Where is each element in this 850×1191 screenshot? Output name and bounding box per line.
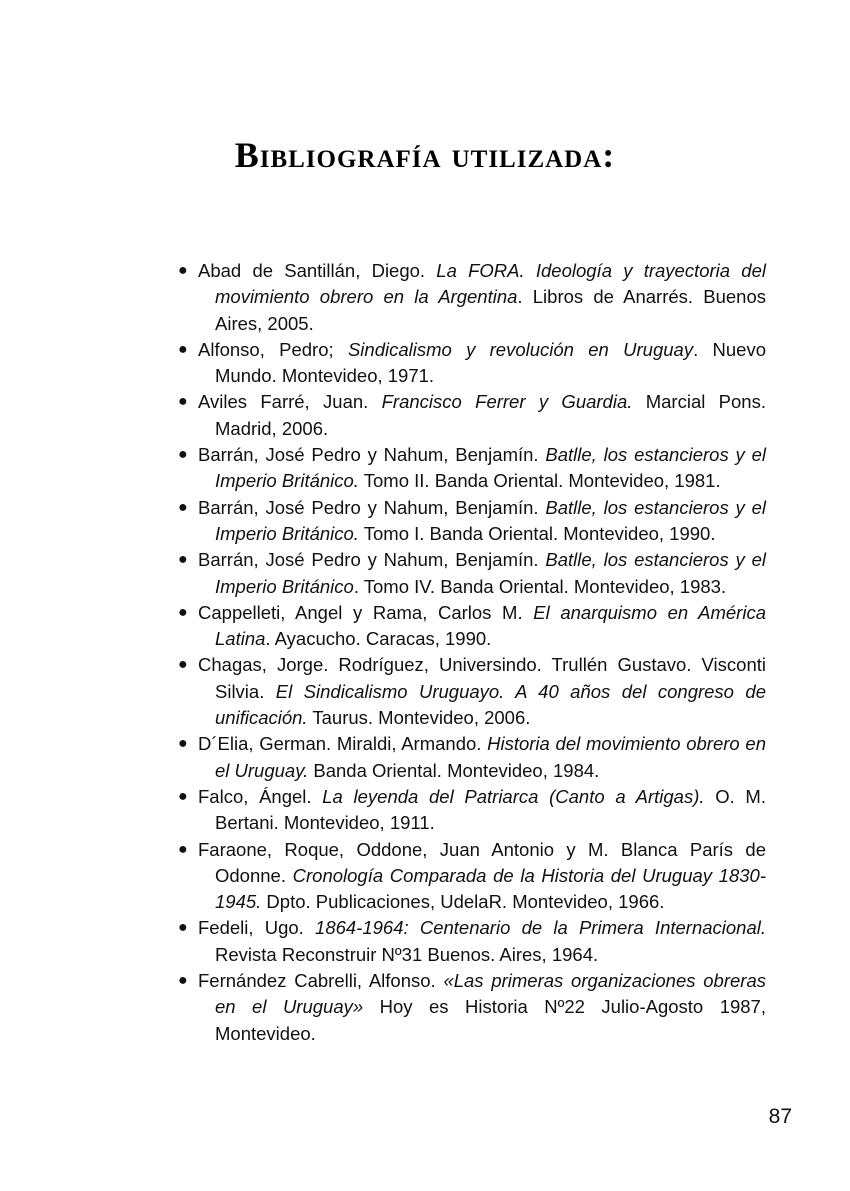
entry-work-title: El Sindicalismo Uruguayo. A 40 años del congreso de unificación. [215,680,766,729]
bibliography-entry [178,389,766,442]
bullet-icon: ● [178,551,188,569]
entry-details: . Nuevo Mundo. Montevideo, 1971. [215,338,766,387]
bibliography-entry [178,600,766,653]
bibliography-entry [178,652,766,731]
entry-author: Chagas, Jorge. Rodríguez, Universindo. Trullén Gustavo. Visconti Silvia. [198,654,766,702]
entry-details: . Ayacucho. Caracas, 1990. [265,628,492,650]
entry-details: . Libros de Anarrés. Buenos Aires, 2005. [215,286,767,334]
entry-work-title: La FORA. Ideología y trayectoria del movimiento obrero en la Argentina [215,260,766,308]
bibliography-entry [178,442,766,495]
entry-author: Aviles Farré, Juan. [198,391,382,413]
entry-work-title: Sindicalismo y revolución en Uruguay [347,338,694,360]
entry-work-title: Batlle, los estancieros y el Imperio Británico. [215,444,766,492]
entry-work-title: Francisco Ferrer y Guardia. [381,391,633,413]
bullet-icon: ● [178,919,188,937]
bibliography-entry [178,337,766,390]
entry-details: Hoy es Historia Nº22 Julio-Agosto 1987, Montevideo. [215,996,766,1044]
bullet-icon: ● [178,603,188,621]
bibliography-entry [178,837,766,916]
bullet-icon: ● [178,446,188,464]
bibliography-entry [178,731,766,784]
entry-author: Cappelleti, Angel y Rama, Carlos M. [198,601,534,623]
bullet-icon: ● [178,340,188,358]
bibliography-entry [178,495,766,548]
entry-details: . Tomo IV. Banda Oriental. Montevideo, 1983. [353,575,727,597]
bibliography-entry [178,915,766,968]
bullet-icon: ● [178,840,188,858]
entry-work-title: 1864-1964: Centenario de la Primera Internacional. [315,917,766,939]
entry-author: Barrán, José Pedro y Nahum, Benjamín. [198,496,546,518]
entry-work-title: «Las primeras organizaciones obreras en el Uruguay» [215,970,766,1018]
bullet-icon: ● [178,262,188,279]
entry-author: Faraone, Roque, Oddone, Juan Antonio y M. Blanca París de Odonne. [198,838,766,886]
entry-details: Dpto. Publicaciones, UdelaR. Montevideo, 1966. [261,891,665,913]
bullet-icon: ● [178,393,188,411]
entry-details: Tomo II. Banda Oriental. Montevideo, 1981. [358,470,721,492]
entry-work-title: El anarquismo en América Latina [215,601,766,650]
bibliography-entry [178,258,766,337]
bullet-icon: ● [178,787,188,805]
entry-author: Barrán, José Pedro y Nahum, Benjamín. [198,444,546,466]
bullet-icon: ● [178,498,188,516]
bullet-icon: ● [178,972,188,990]
entry-work-title: Batlle, los estancieros y el Imperio Británico [215,549,766,597]
page-title: Bibliografía utilizada: [234,135,616,175]
entry-details: Marcial Pons. Madrid, 2006. [215,391,766,439]
entry-author: Abad de Santillán, Diego. [198,260,437,281]
entry-author: Falco, Ángel. [198,785,323,807]
entry-details: Banda Oriental. Montevideo, 1984. [308,759,600,781]
bullet-icon: ● [178,735,188,753]
entry-details: Revista Reconstruir Nº31 Buenos. Aires, 1964. [215,943,599,965]
bibliography-entry [178,547,766,600]
entry-author: Alfonso, Pedro; [198,338,348,360]
entry-details: O. M. Bertani. Montevideo, 1911. [215,785,766,834]
entry-work-title: La leyenda del Patriarca (Canto a Artigas). [322,785,705,807]
entry-author: Fernández Cabrelli, Alfonso. [198,970,444,992]
page-number: 87 [768,1105,792,1128]
entry-details: Taurus. Montevideo, 2006. [307,707,531,729]
entry-work-title: Cronología Comparada de la Historia del Uruguay 1830-1945. [215,864,766,913]
bullet-icon: ● [178,656,188,674]
entry-details: Tomo I. Banda Oriental. Montevideo, 1990. [358,522,716,544]
entry-author: Fedeli, Ugo. [198,917,316,939]
bibliography-list [178,258,766,1047]
entry-author: Barrán, José Pedro y Nahum, Benjamín. [198,549,546,571]
bibliography-entry [178,784,766,837]
entry-author: D´Elia, German. Miraldi, Armando. [198,733,488,755]
entry-work-title: Historia del movimiento obrero en el Uruguay. [215,733,766,781]
bibliography-entry [178,968,766,1047]
entry-work-title: Batlle, los estancieros y el Imperio Británico. [215,496,766,544]
